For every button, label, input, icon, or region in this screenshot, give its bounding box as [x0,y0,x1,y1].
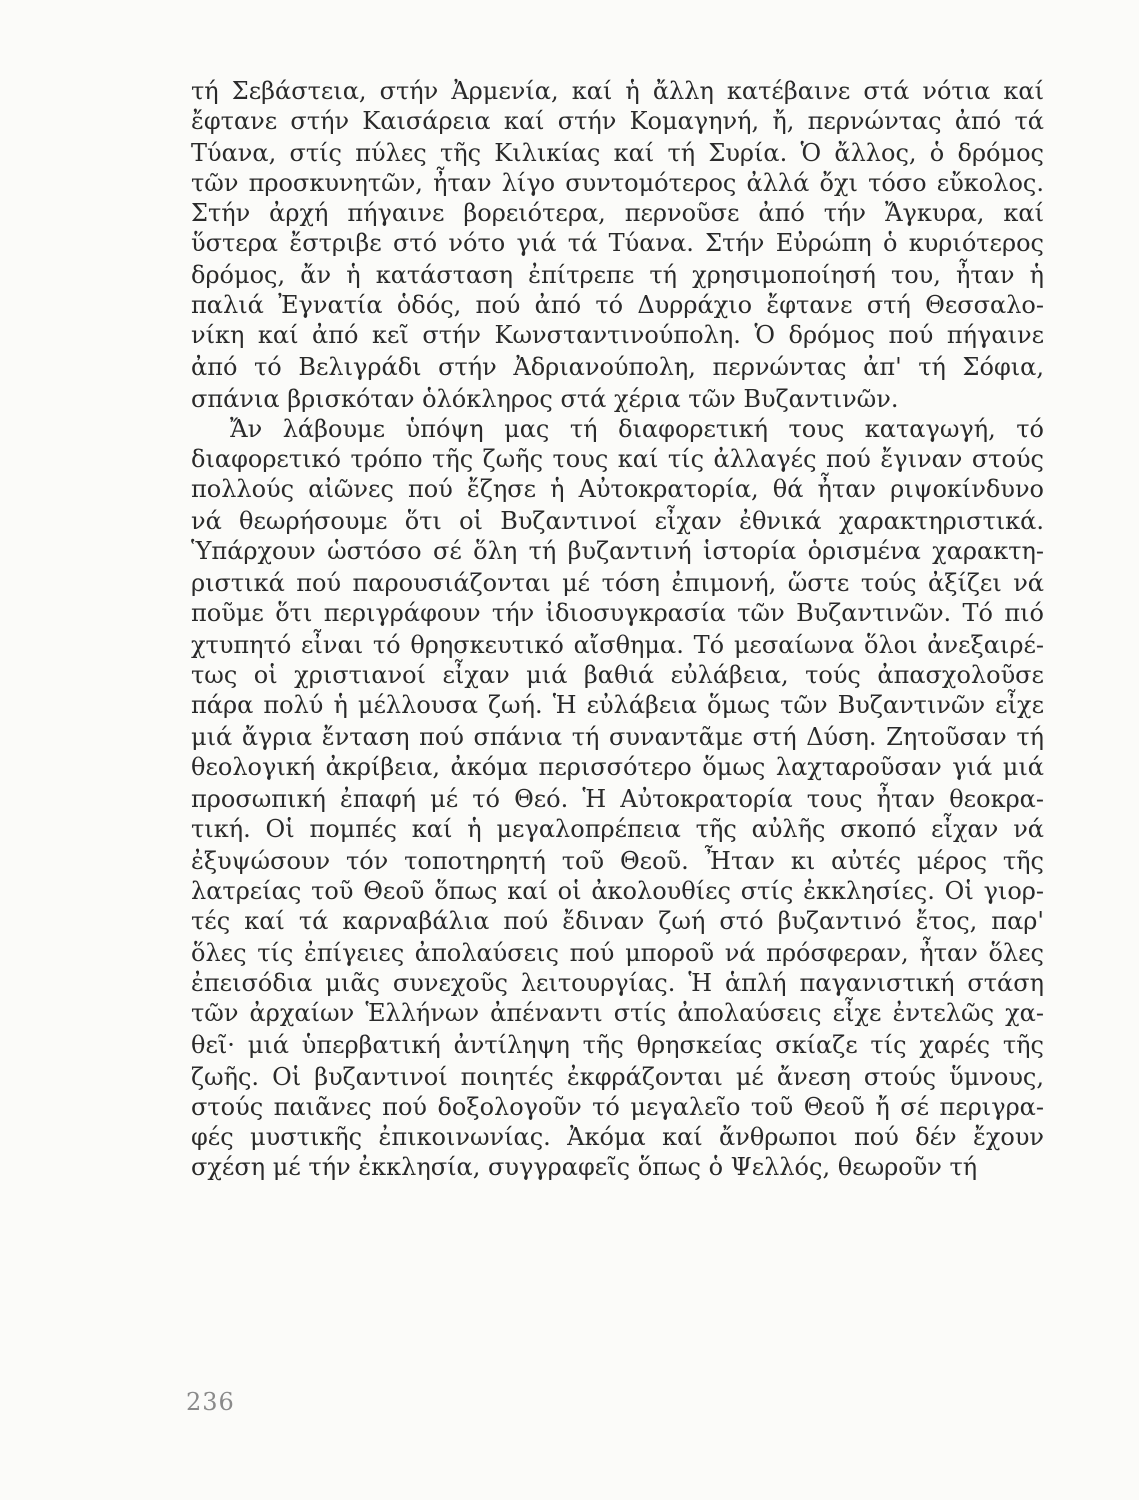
text-line: ὅλες τίς ἐπίγειες ἀπολαύσεις πού μποροῦ νά πρόσφεραν, ἦταν ὅλες [191,939,1044,967]
text-line: Στήν ἀρχή πήγαινε βορειότερα, περνοῦσε ἀπό τήν Ἄγκυρα, καί [191,199,1044,227]
text-line: Ὑπάρχουν ὡστόσο σέ ὅλη τή βυζαντινή ἱστορία ὁρισμένα χαρακτη- [191,537,1044,565]
text-line: μιά ἄγρια ἔνταση πού σπάνια τή συναντᾶμε στή Δύση. Ζητοῦσαν τή [191,723,1044,751]
text-line: νίκη καί ἀπό κεῖ στήν Κωνσταντινούπολη. Ὁ δρόμος πού πήγαινε [191,321,1044,349]
text-line: Ἄν λάβουμε ὑπόψη μας τή διαφορετική τους καταγωγή, τό [230,415,1044,443]
text-line: ἐξυψώσουν τόν τοποτηρητή τοῦ Θεοῦ. Ἦταν κι αὐτές μέρος τῆς [191,847,1044,875]
text-line: Τύανα, στίς πύλες τῆς Κιλικίας καί τή Συρία. Ὁ ἄλλος, ὁ δρόμος [191,139,1044,167]
text-line: ποῦμε ὅτι περιγράφουν τήν ἰδιοσυγκρασία τῶν Βυζαντινῶν. Τό πιό [191,599,1044,627]
text-line: τως οἱ χριστιανοί εἶχαν μιά βαθιά εὐλάβεια, τούς ἀπασχολοῦσε [191,661,1044,689]
text-line: τῶν προσκυνητῶν, ἦταν λίγο συντομότερος ἀλλά ὄχι τόσο εὔκολος. [191,169,1044,197]
text-line: θεῖ· μιά ὑπερβατική ἀντίληψη τῆς θρησκείας σκίαζε τίς χαρές τῆς [191,1031,1044,1059]
text-line: ἐπεισόδια μιᾶς συνεχοῦς λειτουργίας. Ἡ ἁπλή παγανιστική στάση [191,969,1044,997]
text-line: πολλούς αἰῶνες πού ἔζησε ἡ Αὐτοκρατορία, θά ἦταν ριψοκίνδυνο [191,475,1044,503]
text-line: τική. Οἱ πομπές καί ἡ μεγαλοπρέπεια τῆς αὐλῆς σκοπό εἶχαν νά [191,815,1044,843]
text-line: τῶν ἀρχαίων Ἑλλήνων ἀπέναντι στίς ἀπολαύσεις εἶχε ἐντελῶς χα- [191,999,1044,1027]
text-line: σπάνια βρισκόταν ὁλόκληρος στά χέρια τῶν Βυζαντινῶν. [191,385,899,413]
text-line: ἔφτανε στήν Καισάρεια καί στήν Κομαγηνή, ἤ, περνώντας ἀπό τά [191,107,1044,135]
text-line: λατρείας τοῦ Θεοῦ ὅπως καί οἱ ἀκολουθίες στίς ἐκκλησίες. Οἱ γιορ- [191,877,1044,905]
text-line: δρόμος, ἄν ἡ κατάσταση ἐπίτρεπε τή χρησιμοποίησή του, ἦταν ἡ [191,261,1044,289]
text-line: πάρα πολύ ἡ μέλλουσα ζωή. Ἡ εὐλάβεια ὅμως τῶν Βυζαντινῶν εἶχε [191,691,1044,719]
text-line: θεολογική ἀκρίβεια, ἀκόμα περισσότερο ὅμως λαχταροῦσαν γιά μιά [191,753,1044,781]
text-line: τές καί τά καρναβάλια πού ἔδιναν ζωή στό βυζαντινό ἔτος, παρ' [191,907,1044,935]
text-line: τή Σεβάστεια, στήν Ἀρμενία, καί ἡ ἄλλη κατέβαινε στά νότια καί [191,77,1044,105]
text-line: διαφορετικό τρόπο τῆς ζωῆς τους καί τίς ἀλλαγές πού ἔγιναν στούς [191,445,1044,473]
text-line: ριστικά πού παρουσιάζονται μέ τόση ἐπιμονή, ὥστε τούς ἀξίζει νά [191,569,1044,597]
text-line: σχέση μέ τήν ἐκκλησία, συγγραφεῖς ὅπως ὁ Ψελλός, θεωροῦν τή [191,1153,978,1181]
text-line: παλιά Ἐγνατία ὁδός, πού ἀπό τό Δυρράχιο ἔφτανε στή Θεσσαλο- [191,291,1044,319]
text-line: ἀπό τό Βελιγράδι στήν Ἀδριανούπολη, περνώντας ἀπ' τή Σόφια, [191,353,1044,381]
text-line: προσωπική ἐπαφή μέ τό Θεό. Ἡ Αὐτοκρατορία τους ἦταν θεοκρα- [191,785,1044,813]
text-line: νά θεωρήσουμε ὅτι οἱ Βυζαντινοί εἶχαν ἐθνικά χαρακτηριστικά. [191,507,1044,535]
page-number: 236 [186,1388,235,1416]
text-line: χτυπητό εἶναι τό θρησκευτικό αἴσθημα. Τό μεσαίωνα ὅλοι ἀνεξαιρέ- [191,631,1044,659]
text-line: ζωῆς. Οἱ βυζαντινοί ποιητές ἐκφράζονται μέ ἄνεση στούς ὕμνους, [191,1063,1044,1091]
text-line: στούς παιᾶνες πού δοξολογοῦν τό μεγαλεῖο τοῦ Θεοῦ ἤ σέ περιγρα- [191,1093,1044,1121]
text-line: φές μυστικῆς ἐπικοινωνίας. Ἀκόμα καί ἄνθρωποι πού δέν ἔχουν [191,1123,1044,1151]
text-line: ὕστερα ἔστριβε στό νότο γιά τά Τύανα. Στήν Εὐρώπη ὁ κυριότερος [191,229,1044,257]
